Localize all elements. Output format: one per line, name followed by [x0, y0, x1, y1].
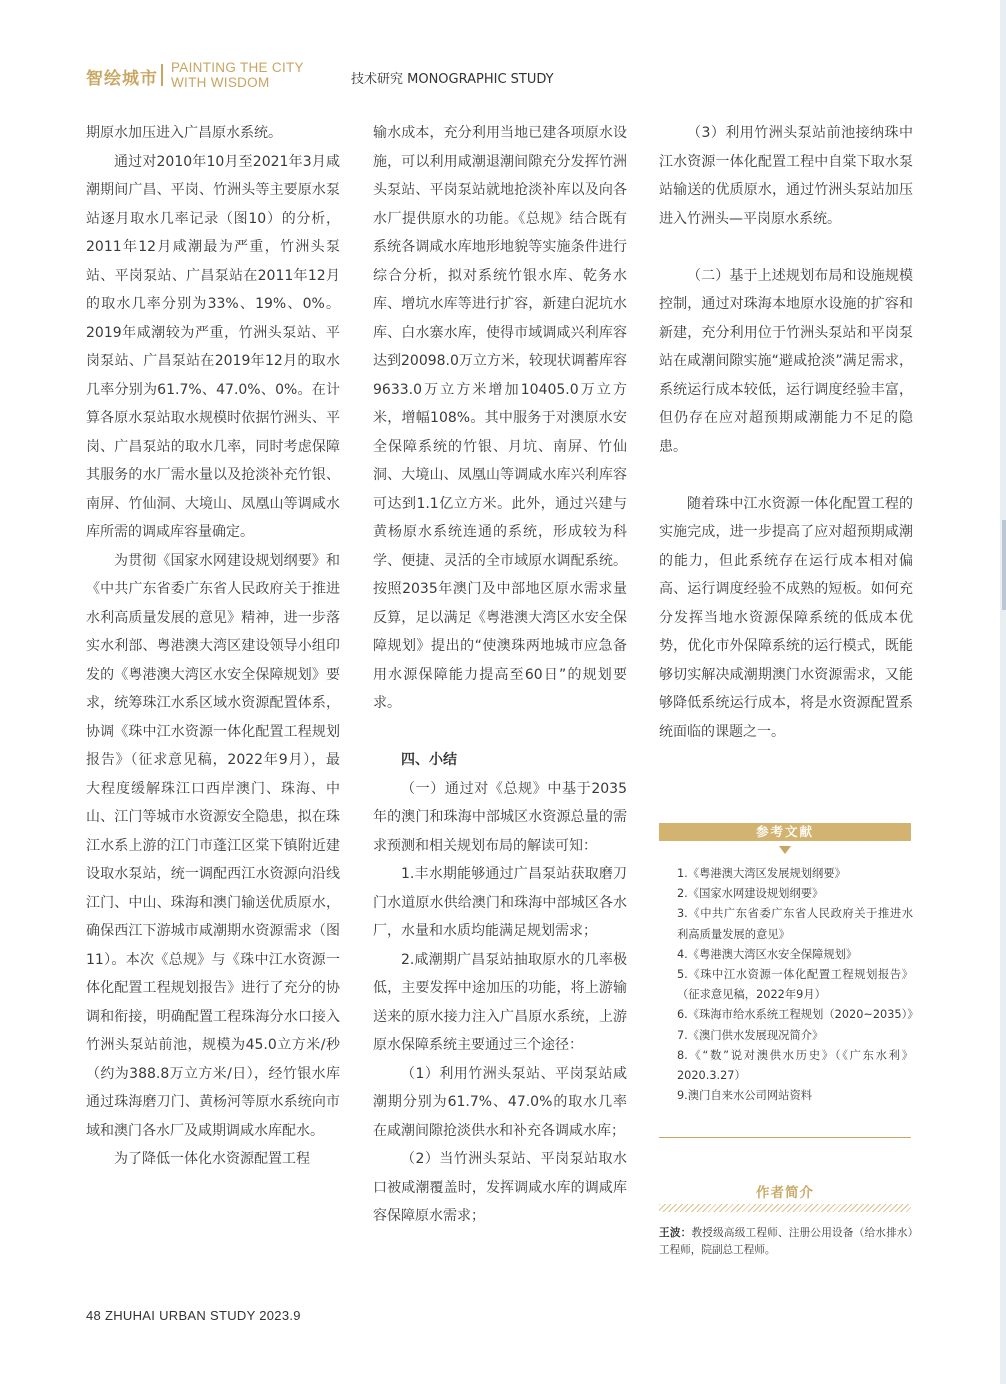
reference-item: 8.《“数”说对澳供水历史》（《广东水利》2020.3.27） — [677, 1048, 913, 1083]
author-description: 教授级高级工程师、注册公用设备（给水排水）工程师，院副总工程师。 — [659, 1227, 914, 1256]
author-hatch-divider — [659, 1204, 911, 1212]
author-heading: 作者简介 — [756, 1185, 814, 1201]
author-bio — [659, 1225, 913, 1259]
brand-title-cn: 智绘城市 — [86, 69, 158, 89]
author-name: 王波： — [659, 1227, 692, 1239]
paragraph: （一）通过对《总规》中基于2035年的澳门和珠海中部城区水资源总量的需求预测和相关规划布局的解读可知： — [373, 780, 627, 854]
paragraph: 为贯彻《国家水网建设规划纲要》和《中共广东省委广东省人民政府关于推进水利高质量发展的意见》精神，进一步落实水利部、粤港澳大湾区建设领导小组印发的《粤港澳大湾区水安全保障规划》要求，统筹珠江水系区域水资源配置体系，协调《珠中江水资源一体化配置工程规划报告》（征求意见稿，2022年9月），最大程度缓解珠江口西岸澳门、珠海、中山、江门等城市水资源安全隐患，拟在珠江水系上游的江门市蓬江区棠下镇附近建设取水泵站，统一调配西江水资源向沿线江门、中山、珠海和澳门输送优质原水，确保西江下游城市咸潮期水资源需求（图11）。本次《总规》与《珠中江水资源一体化配置工程规划报告》进行了充分的协调和衔接，明确配置工程珠海分水口接入竹洲头泵站前池，规模为45.0立方米/秒（约为388.8万立方米/日），经竹银水库通过珠海磨刀门、黄杨河等原水系统向市域和澳门各水厂及咸期调咸水库配水。 — [86, 552, 340, 1139]
text-column-3 — [659, 119, 913, 746]
paragraph: 通过对2010年10月至2021年3月咸潮期间广昌、平岗、竹洲头等主要原水泵站逐月取水几率记录（图10）的分析，2011年12月咸潮最为严重，竹洲头泵站、平岗泵站、广昌泵站在2011年12月的取水几率分别为33%、19%、0%。2019年咸潮较为严重，竹洲头泵站、平岗泵站、广昌泵站在2019年12月的取水几率分别为61.7%、47.0%、0%。在计算各原水泵站取水规模时依据竹洲头、平岗、广昌泵站的取水几率，同时考虑保障其服务的水厂需水量以及抢淡补充竹银、南屏、竹仙洞、大境山、凤凰山等调咸水库所需的调咸库容量确定。 — [86, 153, 340, 540]
brand-title-en — [171, 60, 304, 90]
brand-divider — [161, 64, 163, 86]
paragraph: 1.丰水期能够通过广昌泵站获取磨刀门水道原水供给澳门和珠海中部城区各水厂，水量和水质均能满足规划需求； — [373, 866, 627, 939]
reference-item: 3.《中共广东省委广东省人民政府关于推进水利高质量发展的意见》 — [677, 907, 913, 941]
paragraph: 输水成本，充分利用当地已建各项原水设施，可以利用咸潮退潮间隙充分发挥竹洲头泵站、平岗泵站就地抢淡补库以及向各水厂提供原水的功能。《总规》结合既有系统各调咸水库地形地貌等实施条件进行综合分析，拟对系统竹银水库、乾务水库、增坑水库等进行扩容，新建白泥坑水库、白水寨水库，使得市域调咸兴利库容达到20098.0万立方米，较现状调蓄库容9633.0万立方米增加10405.0万立方米，增幅108%。其中服务于对澳原水安全保障系统的竹银、月坑、南屏、竹仙洞、大境山、凤凰山等调咸水库兴利库容可达到1.1亿立方米。此外，通过兴建与黄杨原水系统连通的系统，形成较为科学、便捷、灵活的全市域原水调配系统。按照2035年澳门及中部地区原水需求量反算，足以满足《粤港澳大湾区水安全保障规划》提出的“使澳珠两地城市应急备用水源保障能力提高至60日”的规划要求。 — [373, 125, 627, 711]
references-heading: 参考文献 — [659, 823, 911, 841]
paragraph: （二）基于上述规划布局和设施规模控制，通过对珠海本地原水设施的扩容和新建，充分利用位于竹洲头泵站和平岗泵站在咸潮间隙实施“避咸抢淡”满足需求，系统运行成本较低，运行调度经验丰富，但仍存在应对超预期咸潮能力不足的隐患。 — [659, 267, 913, 455]
paragraph: 期原水加压进入广昌原水系统。 — [86, 125, 282, 141]
paragraph: 2.咸潮期广昌泵站抽取原水的几率极低，主要发挥中途加压的功能，将上游输送来的原水接力注入广昌原水系统，上游原水保障系统主要通过三个途径： — [373, 951, 627, 1053]
section-heading: 四、小结 — [401, 752, 457, 768]
paragraph: （1）利用竹洲头泵站、平岗泵站咸潮期分别为61.7%、47.0%的取水几率在咸潮间隙抢淡供水和补充各调咸水库； — [373, 1065, 627, 1139]
reference-item: 2.《国家水网建设规划纲要》 — [677, 887, 824, 901]
section-title: 技术研究 MONOGRAPHIC STUDY — [351, 72, 554, 87]
page-edge-tab — [1002, 520, 1006, 610]
reference-item: 6.《珠海市给水系统工程规划（2020~2035）》 — [677, 1008, 919, 1022]
reference-item: 4.《粤港澳大湾区水安全保障规划》 — [677, 947, 858, 961]
reference-item: 1.《粤港澳大湾区发展规划纲要》 — [677, 867, 846, 880]
text-column-2 — [373, 119, 627, 1231]
brand-title-en-line1: PAINTING THE CITY — [171, 60, 304, 75]
references-divider — [659, 1137, 911, 1138]
references-list — [659, 864, 919, 1106]
reference-item: 7.《澳门供水发展现况简介》 — [677, 1028, 824, 1042]
triangle-down-icon — [779, 846, 791, 854]
paragraph: （2）当竹洲头泵站、平岗泵站取水口被咸潮覆盖时，发挥调咸水库的调咸库容保障原水需求； — [373, 1151, 627, 1224]
paragraph: （3）利用竹洲头泵站前池接纳珠中江水资源一体化配置工程中自棠下取水泵站输送的优质原水，通过竹洲头泵站加压进入竹洲头—平岗原水系统。 — [659, 125, 913, 227]
paragraph: 为了降低一体化水资源配置工程 — [114, 1151, 310, 1167]
reference-item: 9.澳门自来水公司网站资料 — [677, 1089, 813, 1103]
text-column-1 — [86, 119, 340, 1174]
page-edge-bar — [1000, 0, 1006, 1384]
paragraph: 随着珠中江水资源一体化配置工程的实施完成，进一步提高了应对超预期咸潮的能力，但此系统存在运行成本相对偏高、运行调度经验不成熟的短板。如何充分发挥当地水资源保障系统的低成本优势，优化市外保障系统的运行模式，既能够切实解决咸潮期澳门水资源需求，又能够降低系统运行成本，将是水资源配置系统面临的课题之一。 — [659, 495, 913, 740]
page-footer: 48 ZHUHAI URBAN STUDY 2023.9 — [86, 1308, 301, 1323]
reference-item: 5.《珠中江水资源一体化配置工程规划报告》（征求意见稿，2022年9月） — [677, 968, 913, 1002]
brand-title-en-line2: WITH WISDOM — [171, 75, 270, 90]
